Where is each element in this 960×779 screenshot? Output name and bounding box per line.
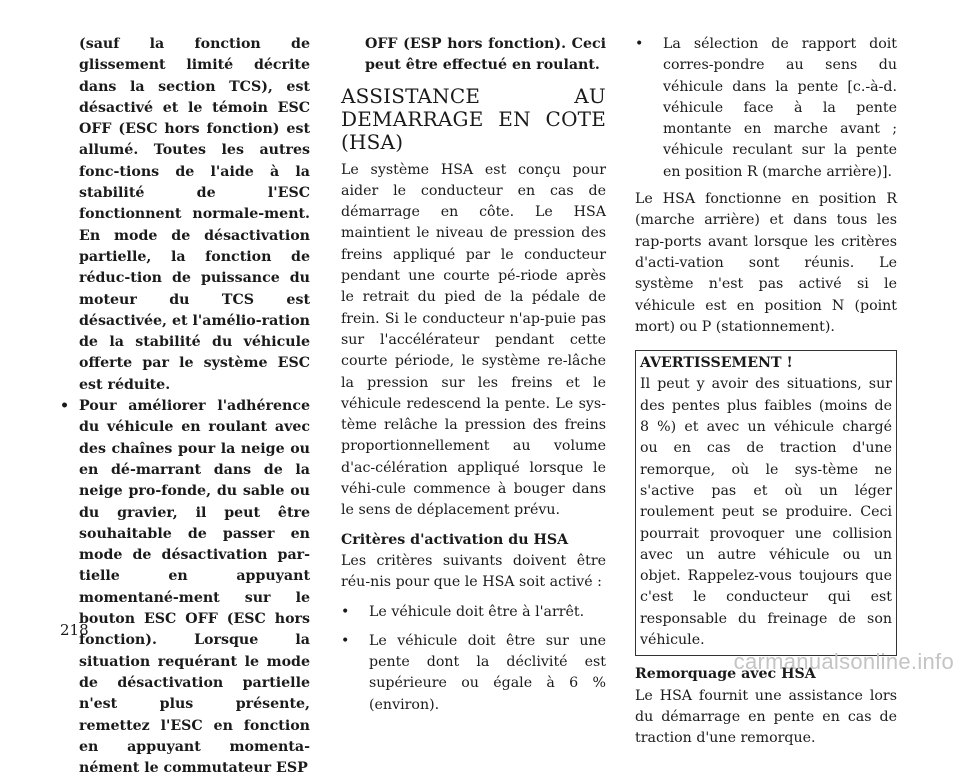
bullet-icon: • — [341, 632, 350, 649]
list-item-text: Le véhicule doit être à l'arrêt. — [369, 603, 585, 620]
bullet-text: Pour améliorer l'adhérence du véhicule en roulant avec des chaînes pour la neige ou en dé-marrant dans de la neige pro-fonde, du sable ou du gravier, il peut être souhaitable de passer en mode de désactivation par-tielle en appuyant momentané-ment sur le bouton ESC OFF (ESC hors fonction). Lorsque la situation requérant le mode de désactivation partielle n'est plus présente, remettez l'ESC en fonction en appuyant momenta-nément le commutateur ESP — [79, 398, 310, 777]
bullet-icon: • — [341, 603, 350, 620]
list-item — [60, 396, 310, 779]
paragraph-esc-partial-off: (sauf la fonction de glissement limité décrite dans la section TCS), est désactivé et le témoin ESC OFF (ESC hors fonction) est allumé. Toutes les autres fonc-tions de l'aide à la stabilité de l'ESC fonctionnent normale-ment. En mode de désactivation partielle, la fonction de réduc-tion de puissance du moteur du TCS est désactivée, et l'amélio-ration de la stabilité du véhicule offerte par le système ESC est réduite. — [79, 36, 310, 393]
list-item — [341, 602, 606, 623]
paragraph-hsa-intro: Le système HSA est conçu pour aider le conducteur en cas de démarrage en côte. Le HSA maintient le niveau de pression des freins appliqué par le conducteur pendant une courte pé-riode après le retrait du pied de la pédale de frein. Si le conducteur n'ap-puie pas sur l'accélérateur pendant cette courte période, le système re-lâche la pression sur les freins et le véhicule redescend la pente. Le sys-tème relâche la pression des freins proportionnellement au volume d'ac-célération appliqué lorsque le véhi-cule commence à bouger dans le sens de déplacement prévu. — [341, 161, 606, 519]
paragraph-towing: Le HSA fournit une assistance lors du démarrage en pente en cas de traction d'une remorque. — [635, 687, 897, 747]
list-item — [341, 631, 606, 716]
bullet-icon: • — [635, 36, 644, 52]
list-item — [635, 34, 897, 183]
column-middle — [341, 34, 606, 716]
column-left — [60, 34, 310, 779]
column-right — [635, 34, 897, 750]
warning-title: AVERTISSEMENT ! — [640, 355, 793, 372]
list-item-text: La sélection de rapport doit corres-pondre au sens du véhicule dans la pente [c.-à-d. véhicule face à la pente montante en marche avant ; véhicule reculant sur la pente en position R (marche arrière)]. — [663, 36, 897, 180]
paragraph-hsa-operation: Le HSA fonctionne en position R (marche arrière) et dans tous les rap-ports avant lorsque les critères d'acti-vation sont réunis. Le système n'est pas activé si le véhicule est en position N (point mort) ou P (stationnement). — [635, 191, 897, 335]
paragraph-criteria-intro: Les critères suivants doivent être réu-nis pour que le HSA soit activé : — [341, 552, 606, 591]
paragraph-continuation: OFF (ESP hors fonction). Ceci peut être effectué en roulant. — [365, 36, 606, 74]
bullet-icon: • — [60, 398, 70, 415]
subheading-criteria: Critères d'activation du HSA — [341, 531, 569, 548]
watermark: carmanualsonline.info — [733, 649, 954, 674]
list-item-text: Le véhicule doit être sur une pente dont la déclivité est supérieure ou égale à 6 % (environ). — [369, 632, 606, 713]
section-title: ASSISTANCE AU DEMARRAGE EN COTE (HSA) — [341, 83, 606, 154]
page-number: 218 — [60, 621, 89, 639]
subheading-towing: Remorquage avec HSA — [635, 666, 816, 683]
warning-text: Il peut y avoir des situations, sur des pentes plus faibles (moins de 8 %) et avec un véhicule chargé ou en cas de traction d'une remorque, où le sys-tème ne s'active pas et où un léger roulement peut se produire. Ceci pourrait provoquer une collision avec un autre véhicule ou un objet. Rappelez-vous toujours que c'est le conducteur qui est responsable du freinage de son véhicule. — [640, 376, 892, 649]
warning-box — [635, 350, 897, 656]
